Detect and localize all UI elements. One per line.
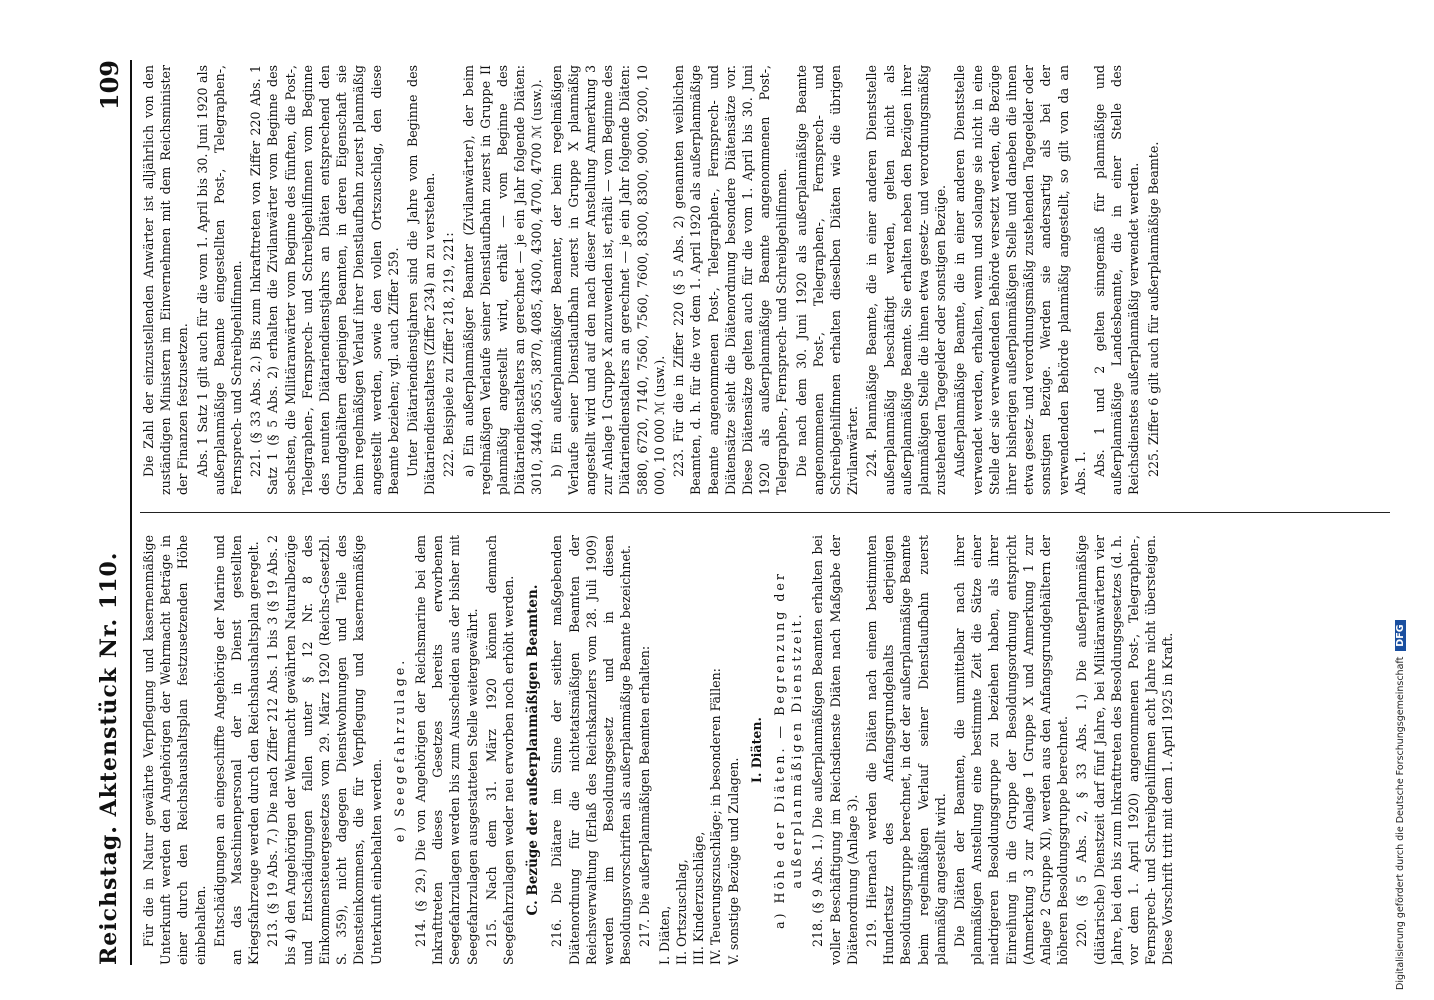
- paragraph: 219. Hiernach werden die Diäten nach einem bestimmten Hundertsatz des Anfangsgrundgehalts derjenigen Besoldungsgruppe berechnet, in der der außerplanmäßige Beamte beim regelmäßigen Verlauf seiner Dienstlaufbahn zuerst planmäßig angestellt wird.: [863, 535, 948, 965]
- list-item: II. Ortszuschlag,: [673, 859, 689, 965]
- paragraph: 222. Beispiele zu Ziffer 218, 219, 221:: [441, 232, 457, 477]
- paragraph: 220. (§ 5 Abs. 2, § 33 Abs. 1.) Die außerplanmäßige (diätarische) Dienstzeit darf fünf Jahre, bei Militäranwärtern vier Jahre, bei den bis zum Inkrafttreten des Besoldungsgesetzes (d. h. vor dem 1. April 1920) angenommenen Post-, Telegraphen-, Fernsprech- und Schreibgehilfinnen acht Jahre nicht übersteigen. Diese Vorschrift tritt mit dem 1. April 1925 in Kraft.: [1074, 535, 1176, 965]
- paragraph: 214. (§ 29.) Die von Angehörigen der Reichsmarine bei dem Inkrafttreten dieses Gesetzes bereits erworbenen Seegefahrzulagen werden bis zum Ausscheiden aus der bisher mit Seegefahrzulagen ausgestatteten Stelle weitergewährt.: [413, 535, 480, 965]
- section-heading: a) Höhe der Diäten. — Begrenzung der außerplanmäßigen Dienstzeit.: [771, 571, 805, 929]
- paragraph: Unter Diätariendienstjahren sind die Jahre vom Beginne des Diätariendienstalters (Ziffer 234) an zu verstehen.: [405, 65, 438, 495]
- paragraph: a) Ein außerplanmäßiger Beamter (Zivilanwärter), der beim regelmäßigen Verlaufe seiner Dienstlaufbahn zuerst in Gruppe II planmäßig angestellt wird, erhält — vom Beginne des Diätariendienstalters an gerechnet — je ein Jahr folgende Diäten: 3010, 3440, 3655, 3870, 4085, 4300, 4300, 4700, 4700 ℳ (usw.).: [460, 65, 545, 495]
- paragraph: Außerplanmäßige Beamte, die in einer anderen Dienststelle verwendet werden, erhalten, wenn und solange sie nicht in eine Stelle der sie verwendenden Behörde versetzt werden, die Bezüge ihrer bisherigen außerplanmäßigen Stelle und daneben die ihnen etwa gesetz- und verordnungsmäßig zustehenden Tagegelder oder sonstigen Bezüge. Werden sie andersartig als bei der verwendenden Behörde planmäßig angestellt, so gilt von da an Abs. 1.: [952, 65, 1088, 495]
- paragraph: Die nach dem 30. Juni 1920 als außerplanmäßige Beamte angenommenen Post-, Telegraphen-, Fernsprech- und Schreibgehilfinnen erhalten dieselben Diäten wie die übrigen Zivilanwärter.: [793, 65, 861, 495]
- section-heading: e) Seegefahrzulage.: [391, 657, 407, 843]
- paragraph: Die Diäten der Beamten, die unmittelbar nach ihrer planmäßigen Anstellung eine bestimmte Zeit die Sätze einer niedrigeren Besoldungsgruppe zu beziehen haben, als ihrer Einreihung in die Gruppe der Besoldungsordnung entspricht (Anmerkung 3 zur Anlage 1 Gruppe X und Anmerkung 1 zur Anlage 2 Gruppe XI), werden aus den Anfangsgrundgehältern der höheren Besoldungsgruppe berechnet.: [951, 535, 1071, 965]
- header-rule: [130, 60, 132, 965]
- funding-note-text: Digitalisierung gefördert durch die Deutsche Forschungsgemeinschaft: [1395, 656, 1406, 990]
- paragraph: Die Zahl der einzustellenden Anwärter ist alljährlich von den zuständigen Ministern im Einvernehmen mit dem Reichsminister der Finanzen festzusetzen.: [141, 65, 191, 495]
- paragraph: Abs. 1 Satz 1 gilt auch für die vom 1. April bis 30. Juni 1920 als außerplanmäßige Beamte eingestellten Post-, Telegraphen-, Fernsprech- und Schreibgehilfinnen.: [194, 65, 245, 495]
- right-text-column: [140, 65, 1390, 495]
- paragraph: 225. Ziffer 6 gilt auch für außerplanmäßige Beamte.: [1145, 141, 1161, 477]
- paragraph: 224. Planmäßige Beamte, die in einer anderen Dienststelle außerplanmäßig beschäftigt werden, gelten nicht als außerplanmäßige Beamte. Sie erhalten neben den Bezügen ihrer planmäßigen Stelle die ihnen etwa gesetz- und verordnungsmäßig zustehenden Tagegelder oder sonstigen Bezüge.: [864, 65, 949, 495]
- page-title: Reichstag. Aktenstück Nr. 110.: [96, 551, 122, 965]
- section-heading: C. Bezüge der außerplanmäßigen Beamten.: [525, 584, 542, 916]
- paragraph: 218. (§ 9 Abs. 1.) Die außerplanmäßigen Beamten erhalten bei voller Beschäftigung im Reichsdienste Diäten nach Maßgabe der Diätenordnung (Anlage 3).: [810, 535, 860, 965]
- list-item: V. sonstige Bezüge und Zulagen.: [725, 757, 741, 965]
- paragraph: 223. Für die in Ziffer 220 (§ 5 Abs. 2) genannten weiblichen Beamten, d. h. für die vor dem 1. April 1920 als außerplanmäßige Beamte angenommenen Post-, Telegraphen-, Fernsprech- und Diätensätze sieht die Diätenordnung besondere Diätensätze vor. Diese Diätensätze gelten auch für die vom 1. April bis 30. Juni 1920 als außerplanmäßige Beamte angenommenen Post-, Telegraphen-, Fernsprech- und Schreibgehilfinnen.: [671, 65, 790, 495]
- page-number: 109: [94, 60, 124, 111]
- paragraph: Entschädigungen an eingeschiffte Angehörige der Marine und an das Maschinenpersonal der in Dienst gestellten Kriegsfahrzeuge werden durch den Reichshaushaltsplan geregelt.: [211, 535, 262, 965]
- rotated-document-page: [92, 60, 1402, 965]
- paragraph: 215. Nach dem 31. März 1920 können demnach Seegefahrzulagen weder neu erworben noch erhöht werden.: [483, 535, 517, 965]
- paragraph: 221. (§ 33 Abs. 2.) Bis zum Inkrafttreten von Ziffer 220 Abs. 1 Satz 1 (§ 5 Abs. 2) erhalten die Zivilanwärter vom Beginne des sechsten, die Militäranwärter vom Beginne des fünften, die Post-, Telegraphen-, Fernsprech- und Schreibgehilfinnen vom Beginne des neunten Diätariendienstjahrs an Diäten entsprechend den Grundgehältern derjenigen Beamten, in deren Eigenschaft sie beim regelmäßigen Verlauf ihrer Dienstlaufbahn zuerst planmäßig angestellt werden, sowie den vollen Ortszuschlag, den diese Beamte beziehen; vgl. auch Ziffer 259.: [248, 65, 401, 495]
- paragraph: 217. Die außerplanmäßigen Beamten erhalten:: [637, 645, 653, 947]
- column-divider: [140, 512, 1390, 513]
- list-item: IV. Teuerungszuschläge; in besonderen Fällen:: [708, 668, 724, 965]
- paragraph: 216. Die Diätare im Sinne der seither maßgebenden Diätenordnung für die nichtetatsmäßigen Beamten der Reichsverwaltung (Erlaß des Reichskanzlers vom 28. Juli 1909) werden im Besoldungsgesetz und in diesen Besoldungsvorschriften als außerplanmäßige Beamte bezeichnet.: [549, 535, 634, 965]
- dfg-badge: DFG: [1395, 621, 1406, 651]
- section-heading: I. Diäten.: [748, 717, 764, 783]
- list-item: I. Diäten,: [656, 905, 672, 965]
- paragraph: b) Ein außerplanmäßiger Beamter, der beim regelmäßigen Verlaufe seiner Dienstlaufbahn zuerst in Gruppe X planmäßig angestellt wird und auf den nach dieser Anstellung Anmerkung 3 zur Anlage 1 Gruppe X anzuwenden ist, erhält — vom Beginne des Diätariendienstalters an gerechnet — je ein Jahr folgende Diäten: 5880, 6720, 7140, 7560, 7560, 7600, 8300, 8300, 9000, 9200, 10 000, 10 000 ℳ (usw.).: [548, 65, 667, 495]
- paragraph: 213. (§ 19 Abs. 7.) Die nach Ziffer 212 Abs. 1 bis 3 (§ 19 Abs. 2 bis 4) den Angehörigen der Wehrmacht gewährten Naturalbezüge und Entschädigungen fallen unter § 12 Nr. 8 des Einkommensteuergesetzes vom 29. März 1920 (Reichs-Gesetzbl. S. 359), nicht dagegen Dienstwohnungen und Teile des Diensteinkommens, die für Verpflegung und kasernenmäßige Unterkunft einbehalten werden.: [265, 535, 384, 965]
- funding-note: [1395, 10, 1419, 990]
- page-header: [92, 60, 126, 965]
- left-text-column: [140, 535, 1390, 965]
- list-item: III. Kinderzuschläge,: [691, 831, 707, 965]
- paragraph: Abs. 1 und 2 gelten sinngemäß für planmäßige und außerplanmäßige Landesbeamte, die in einer Stelle des Reichsdienstes außerplanmäßig verwendet werden.: [1091, 65, 1142, 495]
- paragraph: Für die in Natur gewährte Verpflegung und kasernenmäßige Unterkunft werden den Angehörigen der Wehrmacht Beträge in einer durch den Reichshaushaltsplan festzusetzenden Höhe einbehalten.: [141, 535, 208, 965]
